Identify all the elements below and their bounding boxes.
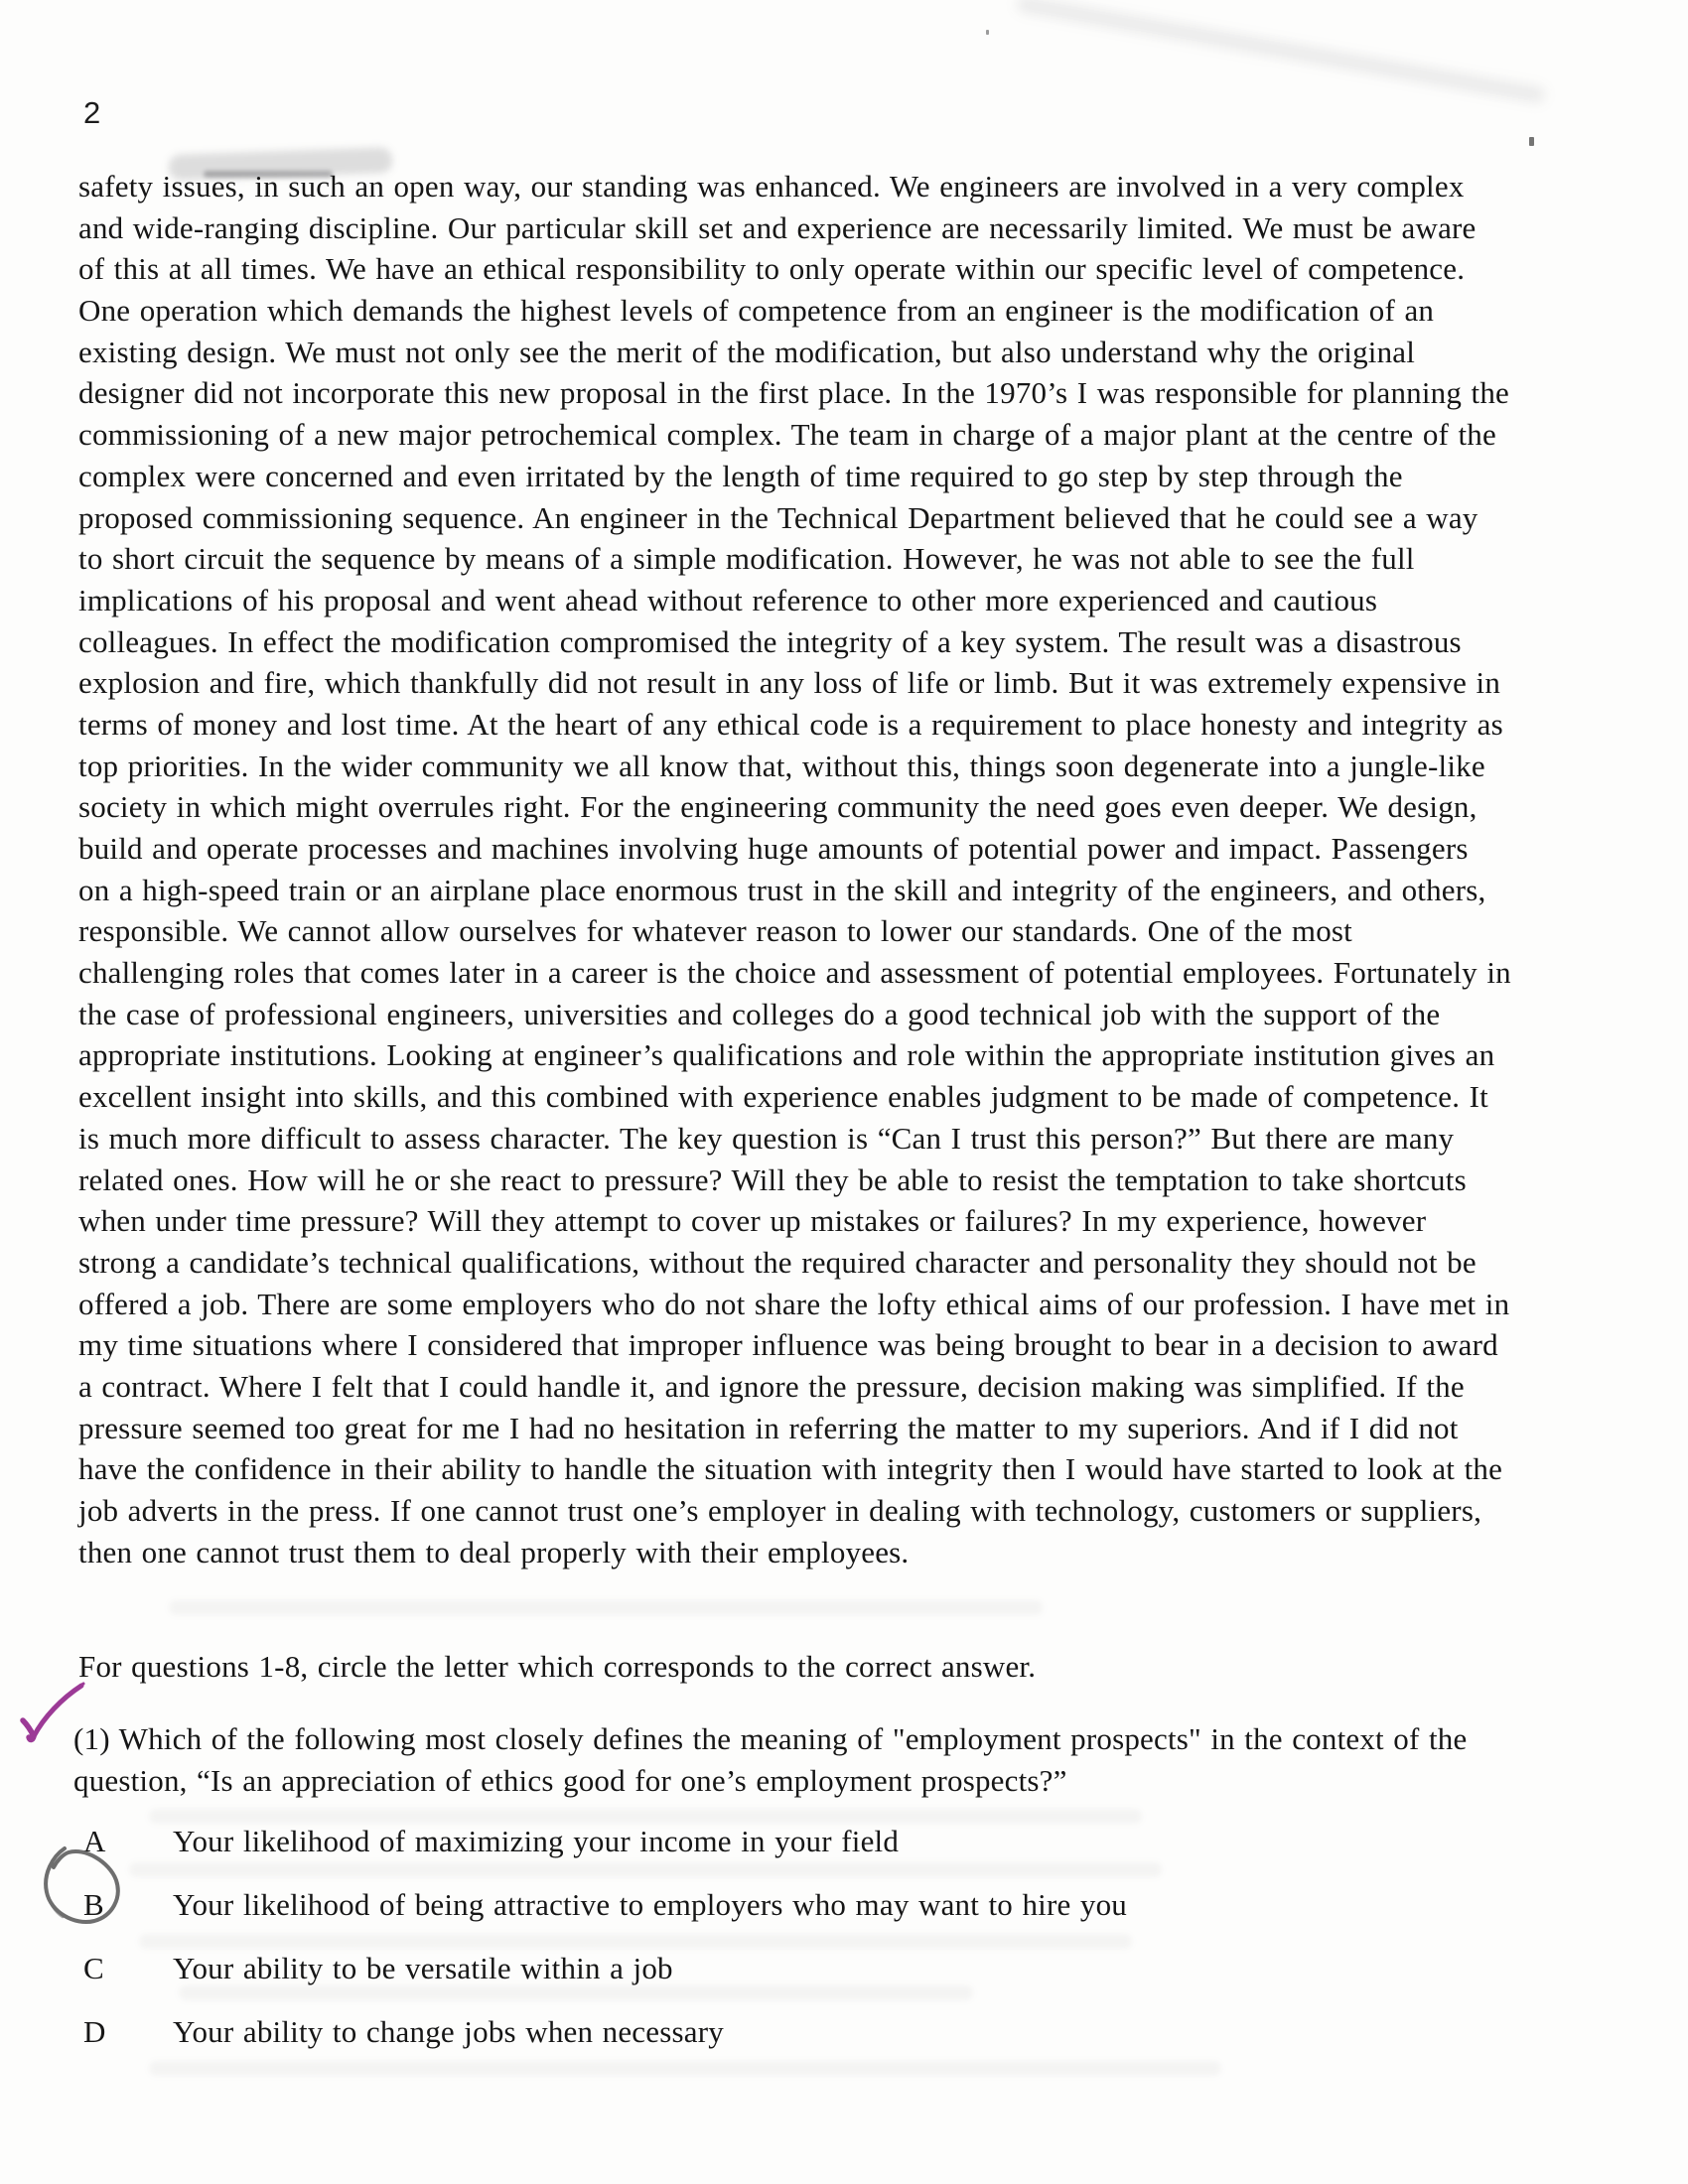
answer-option[interactable] xyxy=(83,1821,1127,1862)
question-1 xyxy=(73,1718,1467,1802)
bleed-through-artifact xyxy=(169,1600,1043,1615)
passage-line: then one cannot trust them to deal properly with their employees. xyxy=(78,1534,910,1570)
passage-line: terms of money and lost time. At the heart of any ethical code is a requirement to place honesty and integrity as xyxy=(78,706,1503,742)
passage-line: existing design. We must not only see the merit of the modification, but also understand why the original xyxy=(78,334,1416,369)
option-text: Your likelihood of being attractive to employers who may want to hire you xyxy=(173,1887,1127,1922)
passage-line: commissioning of a new major petrochemical complex. The team in charge of a major plant at the centre of the xyxy=(78,417,1496,453)
passage-line: excellent insight into skills, and this combined with experience enables judgment to be made of competence. It xyxy=(78,1079,1488,1115)
option-text: Your likelihood of maximizing your income in your field xyxy=(173,1824,900,1858)
passage-line: safety issues, in such an open way, our standing was enhanced. We engineers are involved in a very complex xyxy=(78,169,1465,204)
checkmark-annotation-icon xyxy=(18,1680,97,1754)
scan-smudge xyxy=(1016,0,1547,104)
pencil-circle-annotation-icon xyxy=(33,1837,132,1936)
option-letter[interactable]: A xyxy=(83,1824,106,1858)
passage-line: is much more difficult to assess character. The key question is “Can I trust this person?” But there are many xyxy=(78,1120,1455,1156)
passage-line: pressure seemed too great for me I had no hesitation in referring the matter to my superiors. And if I did not xyxy=(78,1410,1459,1445)
passage-line: One operation which demands the highest levels of competence from an engineer is the modification of an xyxy=(78,293,1435,329)
passage-line: offered a job. There are some employers who do not share the lofty ethical aims of our profession. I have met in xyxy=(78,1286,1510,1321)
passage-line: my time situations where I considered that improper influence was being brought to bear in a decision to award xyxy=(78,1327,1498,1363)
passage-line: to short circuit the sequence by means of a simple modification. However, he was not able to see the full xyxy=(78,541,1415,577)
answer-option[interactable] xyxy=(83,1948,1127,1989)
passage-line: appropriate institutions. Looking at engineer’s qualifications and role within the appropriate institution gives an xyxy=(78,1037,1495,1073)
question-1-line-2: question, “Is an appreciation of ethics good for one’s employment prospects?” xyxy=(73,1763,1067,1798)
passage-line: a contract. Where I felt that I could handle it, and ignore the pressure, decision making was simplified. If the xyxy=(78,1368,1465,1404)
passage-line: build and operate processes and machines involving huge amounts of potential power and impact. Passengers xyxy=(78,831,1469,866)
passage-line: top priorities. In the wider community we all know that, without this, things soon degenerate into a jungle-like xyxy=(78,748,1485,783)
option-text: Your ability to change jobs when necessary xyxy=(173,2014,724,2049)
page-number: 2 xyxy=(83,95,101,130)
passage-line: complex were concerned and even irritated by the length of time required to go step by step through the xyxy=(78,458,1403,493)
reading-passage xyxy=(78,166,1511,1572)
scan-speck xyxy=(1529,137,1534,146)
passage-line: colleagues. In effect the modification compromised the integrity of a key system. The result was a disastrous xyxy=(78,623,1462,659)
answer-options xyxy=(83,1821,1127,2075)
option-letter[interactable]: D xyxy=(83,2014,106,2049)
passage-line: responsible. We cannot allow ourselves for whatever reason to lower our standards. One of the most xyxy=(78,913,1352,949)
option-letter[interactable]: B xyxy=(83,1887,104,1922)
passage-line: of this at all times. We have an ethical responsibility to only operate within our specific level of competence. xyxy=(78,251,1466,287)
question-1-line-1: (1) Which of the following most closely defines the meaning of "employment prospects" in the context of the xyxy=(73,1721,1468,1756)
passage-line: on a high-speed train or an airplane place enormous trust in the skill and integrity of the engineers, and others, xyxy=(78,872,1486,907)
passage-line: have the confidence in their ability to handle the situation with integrity then I would have started to look at the xyxy=(78,1451,1503,1487)
passage-line: designer did not incorporate this new proposal in the first place. In the 1970’s I was responsible for planning the xyxy=(78,375,1510,411)
option-text: Your ability to be versatile within a job xyxy=(173,1951,673,1985)
answer-option[interactable] xyxy=(83,2011,1127,2053)
passage-line: society in which might overrules right. For the engineering community the need goes even deeper. We design, xyxy=(78,789,1477,825)
scan-speck xyxy=(986,30,989,35)
passage-line: job adverts in the press. If one cannot trust one’s employer in dealing with technology, customers or suppliers, xyxy=(78,1493,1482,1528)
passage-line: explosion and fire, which thankfully did not result in any loss of life or limb. But it was extremely expensive in xyxy=(78,665,1501,701)
option-letter[interactable]: C xyxy=(83,1951,104,1985)
passage-line: challenging roles that comes later in a career is the choice and assessment of potential employees. Fortunately in xyxy=(78,955,1511,991)
passage-line: the case of professional engineers, universities and colleges do a good technical job with the support of the xyxy=(78,996,1441,1031)
passage-line: and wide-ranging discipline. Our particular skill set and experience are necessarily limited. We must be aware xyxy=(78,209,1477,245)
passage-line: implications of his proposal and went ahead without reference to other more experienced and cautious xyxy=(78,582,1378,617)
questions-instruction: For questions 1-8, circle the letter which corresponds to the correct answer. xyxy=(78,1649,1037,1684)
passage-line: strong a candidate’s technical qualifications, without the required character and personality they should not be xyxy=(78,1244,1477,1280)
passage-line: when under time pressure? Will they attempt to cover up mistakes or failures? In my experience, however xyxy=(78,1203,1427,1239)
passage-line: proposed commissioning sequence. An engineer in the Technical Department believed that he could see a way xyxy=(78,499,1478,535)
passage-line: related ones. How will he or she react to pressure? Will they be able to resist the temptation to take shortcuts xyxy=(78,1161,1467,1197)
answer-option[interactable] xyxy=(83,1884,1127,1926)
